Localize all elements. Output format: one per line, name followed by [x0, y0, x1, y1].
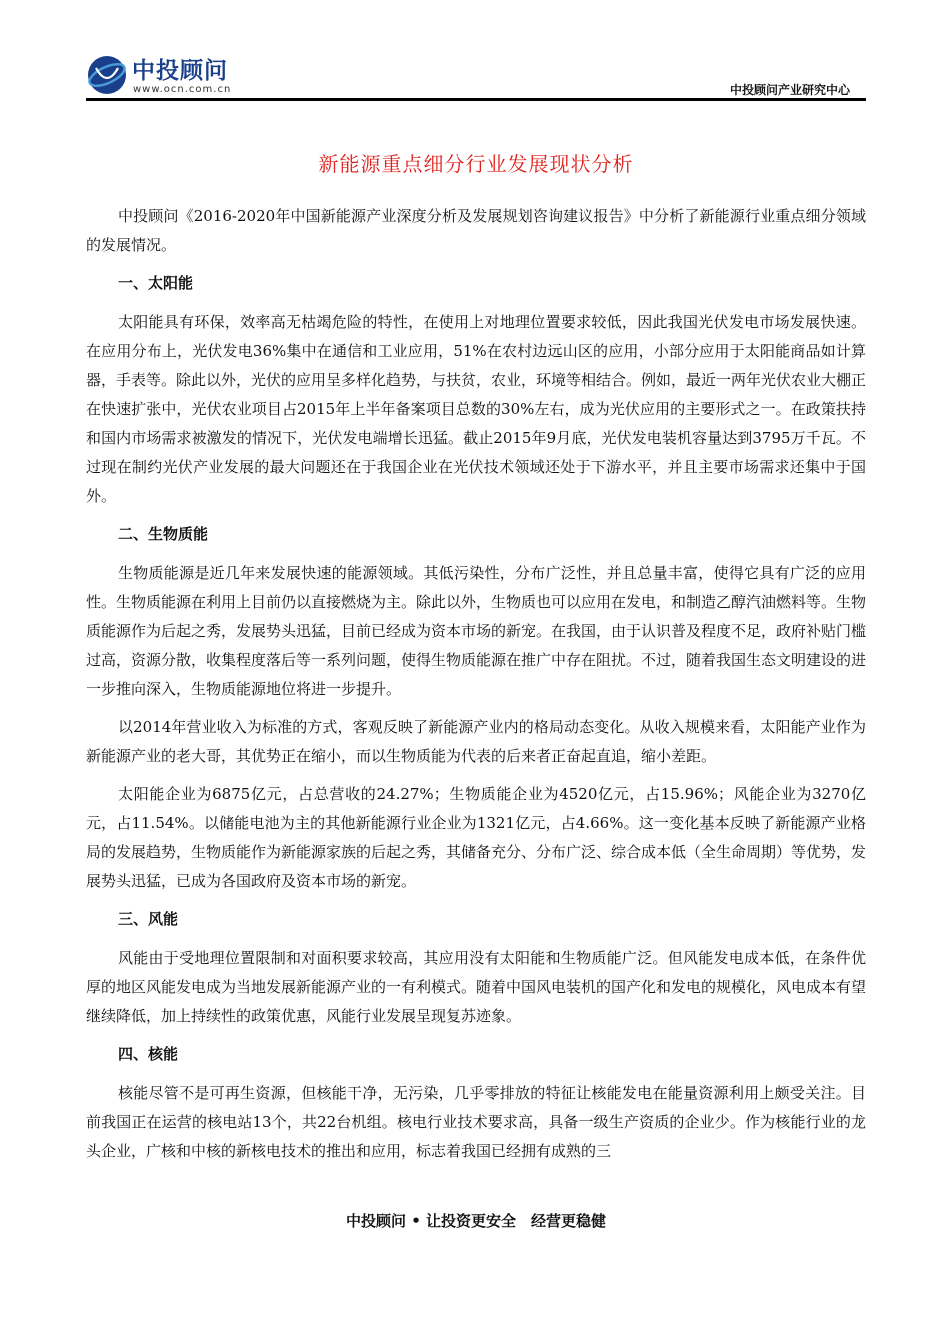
paragraph-biomass-2: 以2014年营业收入为标准的方式，客观反映了新能源产业内的格局动态变化。从收入规模来看，太阳能产业作为新能源产业的老大哥，其优势正在缩小，而以生物质能为代表的后来者正奋起直追，缩小差距。: [86, 718, 866, 765]
company-logo: [86, 52, 286, 98]
section-heading-nuclear: 四、核能: [118, 1045, 179, 1063]
paragraph-nuclear: 核能尽管不是可再生资源，但核能干净，无污染，几乎零排放的特征让核能发电在能量资源利用上颇受关注。目前我国正在运营的核电站13个，共22台机组。核电行业技术要求高，具备一级生产资质的企业少。作为核能行业的龙头企业，广核和中核的新核电技术的推出和应用，标志着我国已经拥有成熟的三: [86, 1084, 866, 1160]
page-footer-slogan: 中投顾问 • 让投资更安全 经营更稳健: [345, 1212, 607, 1230]
paragraph-biomass-1: 生物质能源是近几年来发展快速的能源领域。其低污染性，分布广泛性，并且总量丰富，使得它具有广泛的应用性。生物质能源在利用上目前仍以直接燃烧为主。除此以外，生物质也可以应用在发电，和制造乙醇汽油燃料等。生物质能源作为后起之秀，发展势头迅猛，目前已经成为资本市场的新宠。在我国，由于认识普及程度不足，政府补贴门槛过高，资源分散，收集程度落后等一系列问题，使得生物质能源在推广中存在阻扰。不过，随着我国生态文明建设的进一步推向深入，生物质能源地位将进一步提升。: [86, 564, 867, 698]
section-heading-solar: 一、太阳能: [118, 274, 194, 292]
header-divider: [86, 98, 866, 101]
page-header: [86, 48, 866, 104]
document-body: [86, 202, 866, 1175]
logo-url: www.ocn.com.cn: [133, 84, 232, 95]
logo-name: 中投顾问: [132, 58, 228, 84]
globe-logo-icon: [86, 54, 128, 96]
paragraph-solar: 太阳能具有环保，效率高无枯竭危险的特性，在使用上对地理位置要求较低，因此我国光伏发电市场发展快速。在应用分布上，光伏发电36%集中在通信和工业应用，51%在农村边远山区的应用，小部分应用于太阳能商品如计算器，手表等。除此以外，光伏的应用呈多样化趋势，与扶贫，农业，环境等相结合。例如，最近一两年光伏农业大棚正在快速扩张中，光伏农业项目占2015年上半年备案项目总数的30%左右，成为光伏应用的主要形式之一。在政策扶持和国内市场需求被激发的情况下，光伏发电端增长迅猛。截止2015年9月底，光伏发电装机容量达到3795万千瓦。不过现在制约光伏产业发展的最大问题还在于我国企业在光伏技术领域还处于下游水平，并且主要市场需求还集中于国外。: [86, 313, 867, 505]
section-heading-wind: 三、风能: [118, 910, 179, 928]
document-title: 新能源重点细分行业发展现状分析: [318, 152, 634, 176]
paragraph-biomass-3: 太阳能企业为6875亿元，占总营收的24.27%；生物质能企业为4520亿元，占15.96%；风能企业为3270亿元，占11.54%。以储能电池为主的其他新能源行业企业为1321亿元，占4.66%。这一变化基本反映了新能源产业格局的发展趋势，生物质能作为新能源家族的后起之秀，其储备充分、分布广泛、综合成本低（全生命周期）等优势，发展势头迅猛，已成为各国政府及资本市场的新宠。: [86, 785, 867, 890]
intro-paragraph: 中投顾问《2016-2020年中国新能源产业深度分析及发展规划咨询建议报告》中分析了新能源行业重点细分领域的发展情况。: [86, 207, 866, 254]
research-center-name: 中投顾问产业研究中心: [729, 83, 850, 97]
section-heading-biomass: 二、生物质能: [118, 525, 209, 543]
paragraph-wind: 风能由于受地理位置限制和对面积要求较高，其应用没有太阳能和生物质能广泛。但风能发电成本低，在条件优厚的地区风能发电成为当地发展新能源产业的一有利模式。随着中国风电装机的国产化和发电的规模化，风电成本有望继续降低，加上持续性的政策优惠，风能行业发展呈现复苏迹象。: [86, 949, 867, 1025]
